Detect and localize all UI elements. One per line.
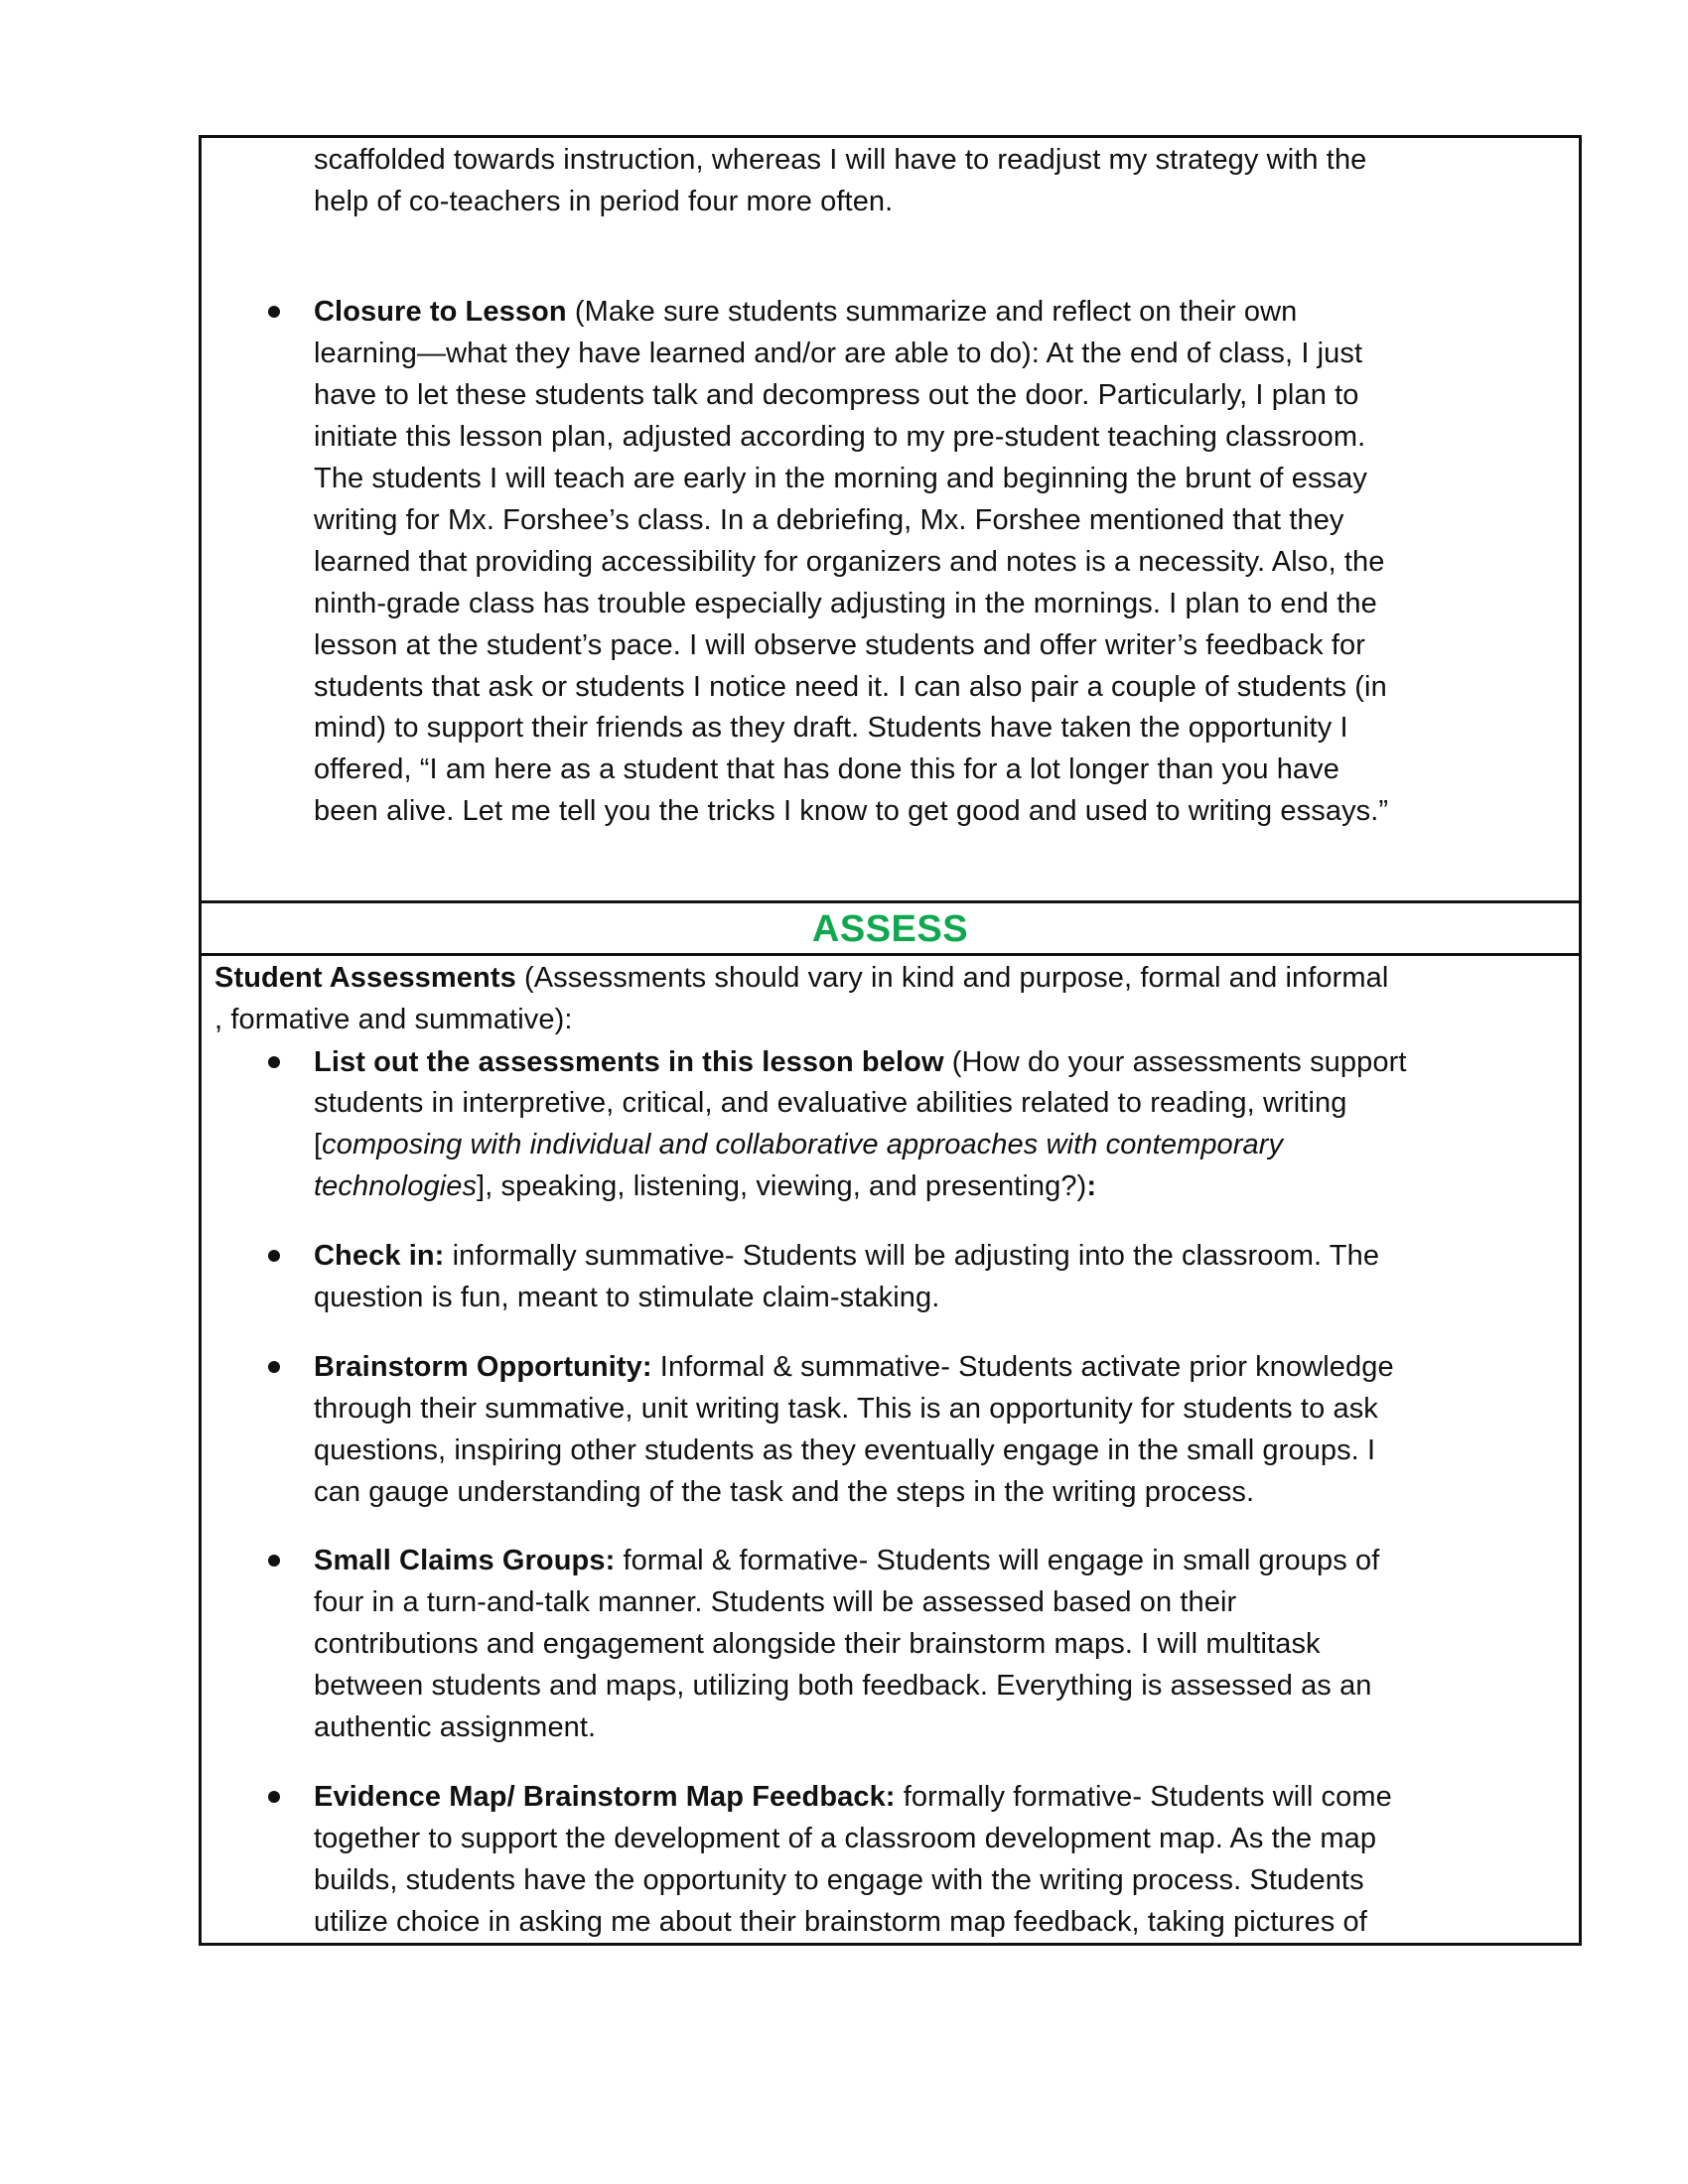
paragraph-line: , formative and summative): — [214, 1004, 573, 1035]
row-divider — [199, 953, 1582, 956]
assessment-item-label: Check in: — [314, 1240, 445, 1272]
italic-text: technologies — [314, 1170, 478, 1202]
paragraph-line: lesson at the student’s pace. I will observe students and offer writer’s feedback for — [314, 629, 1365, 661]
paragraph-line: through their summative, unit writing task. This is an opportunity for students to ask — [314, 1393, 1378, 1425]
assessment-item-label: Evidence Map/ Brainstorm Map Feedback: — [314, 1781, 896, 1813]
assessment-item-heading-line — [314, 1235, 1379, 1277]
paragraph-line: The students I will teach are early in the morning and beginning the brunt of essay — [314, 463, 1367, 494]
assessment-item-heading-line — [314, 1346, 1394, 1388]
prompt-text: ], speaking, listening, viewing, and presenting?) — [477, 1170, 1087, 1202]
paragraph-line: utilize choice in asking me about their brainstorm map feedback, taking pictures of — [314, 1906, 1367, 1938]
closure-prompt: (Make sure students summarize and reflect on their own — [566, 296, 1298, 328]
paragraph-line: been alive. Let me tell you the tricks I know to get good and used to writing essays.” — [314, 795, 1389, 827]
assessment-item-text: formal & formative- Students will engage in small groups of — [615, 1545, 1380, 1576]
assessment-item-heading-line — [314, 1540, 1379, 1581]
paragraph-line: ninth-grade class has trouble especially adjusting in the mornings. I plan to end the — [314, 588, 1377, 619]
row-divider — [199, 900, 1582, 903]
assessments-prompt: (Assessments should vary in kind and purpose, formal and informal — [515, 962, 1389, 994]
assessment-item-heading-line — [314, 1776, 1392, 1818]
section-title-assess: ASSESS — [811, 908, 969, 950]
bullet-icon — [268, 1056, 280, 1068]
bullet-icon — [268, 1250, 280, 1262]
paragraph-line: initiate this lesson plan, adjusted according to my pre-student teaching classroom. — [314, 421, 1366, 453]
paragraph-line: help of co-teachers in period four more often. — [314, 186, 894, 217]
paragraph-line: students that ask or students I notice need it. I can also pair a couple of students (in — [314, 671, 1387, 703]
paragraph-line — [314, 1165, 1096, 1207]
bracket-open: [ — [314, 1129, 323, 1160]
paragraph-line: have to let these students talk and decompress out the door. Particularly, I plan to — [314, 379, 1359, 411]
paragraph-line: offered, “I am here as a student that has done this for a lot longer than you have — [314, 753, 1339, 785]
closure-label: Closure to Lesson — [314, 296, 567, 328]
paragraph-line: question is fun, meant to stimulate claim-staking. — [314, 1282, 940, 1313]
bullet-icon — [268, 1555, 280, 1567]
assessment-item-label: Brainstorm Opportunity: — [314, 1351, 652, 1383]
closure-heading-line — [314, 291, 1297, 333]
paragraph-line: learning—what they have learned and/or are able to do): At the end of class, I just — [314, 338, 1363, 369]
bold-colon: : — [1086, 1170, 1097, 1202]
list-out-prompt: (How do your assessments support — [943, 1046, 1407, 1078]
paragraph-line: mind) to support their friends as they draft. Students have taken the opportunity I — [314, 712, 1348, 744]
paragraph-line: writing for Mx. Forshee’s class. In a debriefing, Mx. Forshee mentioned that they — [314, 504, 1344, 536]
assessment-item-text: formally formative- Students will come — [895, 1781, 1392, 1813]
paragraph-line: scaffolded towards instruction, whereas I will have to readjust my strategy with the — [314, 144, 1367, 176]
paragraph-line: builds, students have the opportunity to engage with the writing process. Students — [314, 1864, 1364, 1896]
paragraph-line: questions, inspiring other students as they eventually engage in the small groups. I — [314, 1434, 1376, 1466]
bullet-icon — [268, 306, 280, 318]
list-out-label: List out the assessments in this lesson below — [314, 1046, 944, 1078]
paragraph-line: can gauge understanding of the task and the steps in the writing process. — [314, 1476, 1255, 1508]
paragraph-line: between students and maps, utilizing both feedback. Everything is assessed as an — [314, 1670, 1372, 1702]
assessments-intro-line — [214, 957, 1388, 999]
bullet-icon — [268, 1361, 280, 1373]
paragraph-line: four in a turn-and-talk manner. Students will be assessed based on their — [314, 1586, 1237, 1618]
italic-text: composing with individual and collaborative approaches with contemporary — [322, 1129, 1284, 1160]
assessment-item-label: Small Claims Groups: — [314, 1545, 616, 1576]
paragraph-line: together to support the development of a classroom development map. As the map — [314, 1823, 1377, 1854]
paragraph-line: authentic assignment. — [314, 1711, 597, 1743]
paragraph-line: learned that providing accessibility for organizers and notes is a necessity. Also, the — [314, 546, 1385, 578]
assessment-item-text: Informal & summative- Students activate prior knowledge — [651, 1351, 1394, 1383]
assessment-item-text: informally summative- Students will be adjusting into the classroom. The — [444, 1240, 1380, 1272]
paragraph-line: contributions and engagement alongside their brainstorm maps. I will multitask — [314, 1628, 1321, 1660]
list-out-heading-line — [314, 1041, 1407, 1083]
paragraph-line — [314, 1124, 1283, 1165]
bullet-icon — [268, 1791, 280, 1803]
assessments-label: Student Assessments — [214, 962, 516, 994]
paragraph-line: students in interpretive, critical, and evaluative abilities related to reading, writing — [314, 1087, 1347, 1119]
